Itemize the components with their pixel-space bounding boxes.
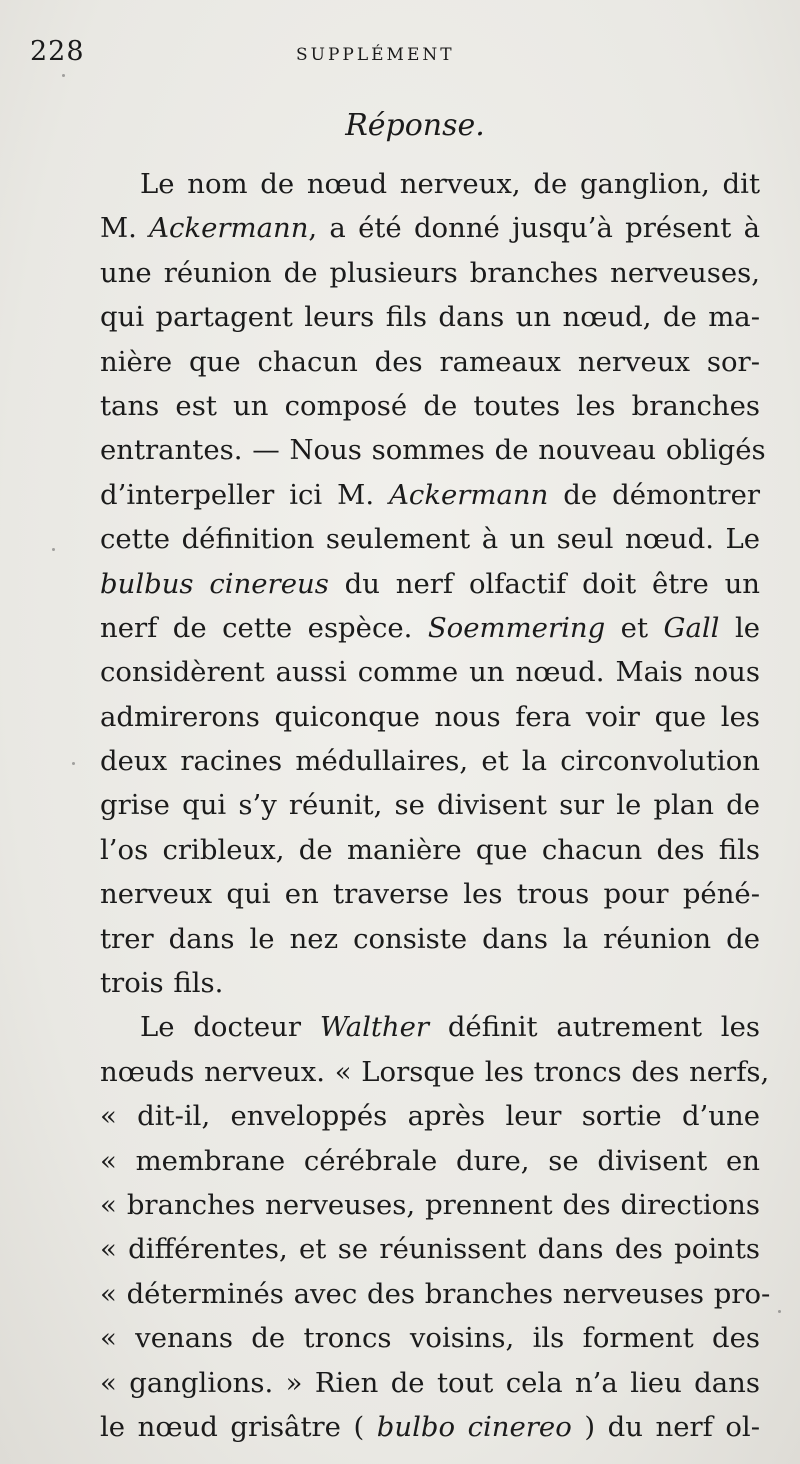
text-line: « membrane cérébrale dure, se divisent en [100, 1144, 760, 1177]
text-line: qui partagent leurs fils dans un nœud, de ma- [100, 301, 760, 334]
text-line: « venans de troncs voisins, ils forment des [100, 1322, 760, 1355]
text-line: Le docteur Walther définit autrement les [140, 1011, 760, 1044]
italic-term: Gall [663, 611, 720, 644]
text-line: tans est un composé de toutes les branches [100, 389, 760, 422]
italic-term: Soemmering [427, 611, 606, 644]
text-line: l’os cribleux, de manière que chacun des fils [100, 833, 760, 866]
text-line: d’interpeller ici M. Ackermann de démontrer [100, 478, 761, 511]
text-line: nœuds nerveux. « Lorsque les troncs des nerfs, [100, 1055, 770, 1088]
text-line: « branches nerveuses, prennent des directions [100, 1188, 760, 1221]
italic-term: bulbus cinereus [100, 567, 329, 600]
italic-term: Ackermann [389, 478, 549, 511]
page-header [0, 36, 800, 72]
running-head: SUPPLÉMENT [296, 45, 455, 65]
ink-speck [52, 548, 55, 551]
text-line: une réunion de plusieurs branches nerveuses, [100, 256, 760, 289]
text-line: « déterminés avec des branches nerveuses pro- [100, 1277, 771, 1310]
text-line: bulbus cinereus du nerf olfactif doit être un [100, 567, 760, 600]
italic-term: bulbo cinereo [376, 1410, 572, 1443]
text-line: cette définition seulement à un seul nœud. Le [100, 523, 760, 556]
text-line: nière que chacun des rameaux nerveux sor- [100, 345, 760, 378]
text-line: considèrent aussi comme un nœud. Mais nous [100, 656, 760, 689]
text-line: nerveux qui en traverse les trous pour péné- [100, 878, 760, 911]
text-line: le nœud grisâtre ( bulbo cinereo ) du nerf ol- [100, 1410, 761, 1443]
text-line: « dit-il, enveloppés après leur sortie d’une [100, 1100, 760, 1133]
text-line: « ganglions. » Rien de tout cela n’a lieu dans [100, 1366, 760, 1399]
page-number: 228 [30, 36, 85, 67]
italic-term: Ackermann [149, 212, 309, 245]
ink-speck [778, 1310, 781, 1313]
text-line: M. Ackermann, a été donné jusqu’à présent à [100, 212, 760, 245]
italic-term: Walther [319, 1011, 430, 1044]
text-line: trer dans le nez consiste dans la réunion de [100, 922, 760, 955]
text-line: nerf de cette espèce. Soemmering et Gall le [100, 611, 761, 644]
body-text [100, 162, 771, 1449]
text-line: grise qui s’y réunit, se divisent sur le plan de [100, 789, 760, 822]
section-title: Réponse. [345, 108, 485, 143]
text-line: deux racines médullaires, et la circonvolution [100, 745, 760, 778]
text-line: admirerons quiconque nous fera voir que les [100, 700, 760, 733]
text-line: « différentes, et se réunissent dans des points [100, 1233, 760, 1266]
ink-speck [62, 74, 65, 77]
text-line: trois fils. [100, 967, 224, 1000]
text-line: Le nom de nœud nerveux, de ganglion, dit [140, 168, 760, 200]
ink-speck [72, 762, 75, 765]
text-line: entrantes. — Nous sommes de nouveau obligés [100, 434, 766, 467]
